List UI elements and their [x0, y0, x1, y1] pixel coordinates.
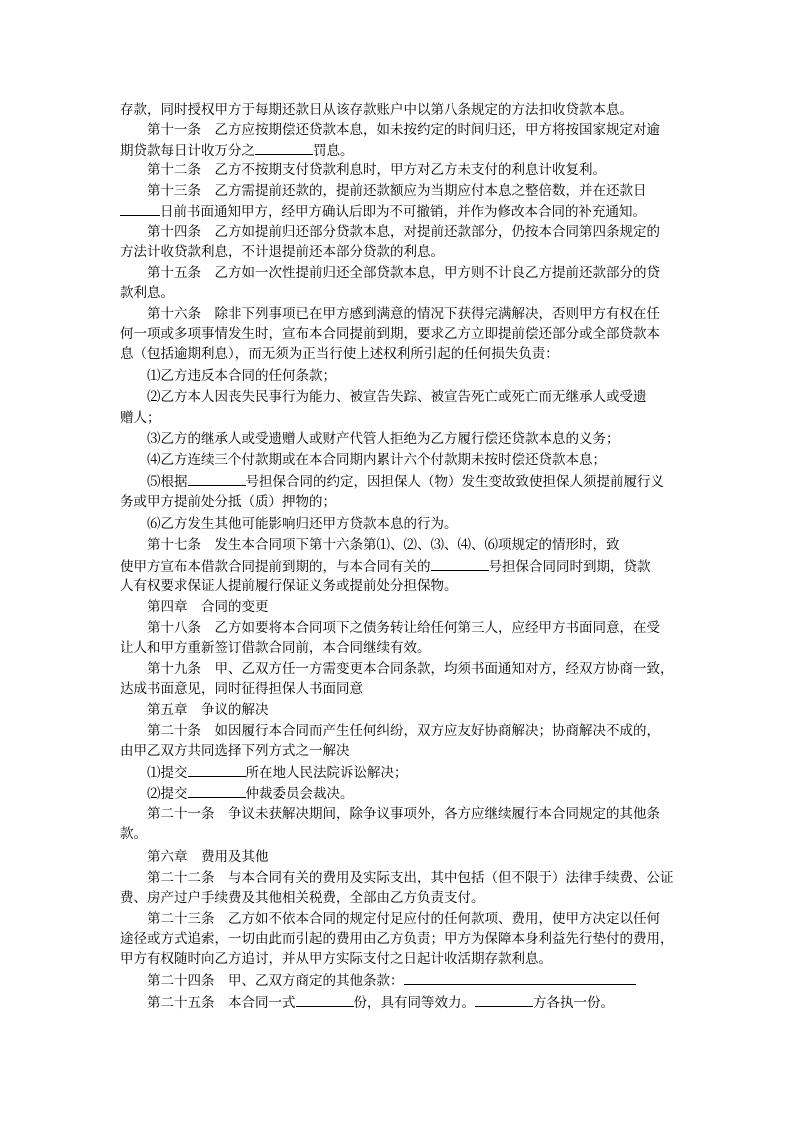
article-22-line-2: 费、房产过户手续费及其他相关税费，全部由乙方负责支付。 [120, 890, 485, 906]
article-14-line-1: 第十四条 乙方如提前归还部分贷款本息，对提前还款部分，仍按本合同第四条规定的 [147, 224, 660, 240]
text-segment: ⑸根据 [147, 474, 188, 490]
text-segment: 第二十五条 本合同一式 [147, 995, 296, 1011]
article-22-line-1: 第二十二条 与本合同有关的费用及实际支出，其中包括（但不限于）法律手续费、公证 [147, 870, 674, 886]
text-segment: 所在地人民法院诉讼解决； [245, 765, 408, 781]
text-segment: ⑵提交 [147, 786, 188, 802]
article-20-line-1: 第二十条 如因履行本合同而产生任何纠纷，双方应友好协商解决；协商解决不成的， [147, 723, 660, 739]
article-24-line [147, 972, 636, 988]
article-21-line-1: 第二十一条 争议未获解决期间，除争议事项外，各方应继续履行本合同规定的其他条 [147, 806, 660, 822]
article-17-line-3: 人有权要求保证人提前履行保证义务或提前处分担保物。 [120, 578, 458, 594]
chapter-5-heading: 第五章 争议的解决 [147, 702, 269, 718]
article-13-line-1: 第十三条 乙方需提前还款的，提前还款额应为当期应付本息之整倍数，并在还款日 [147, 183, 647, 199]
article-23-line-3: 甲方有权随时向乙方追讨，并从甲方实际支付之日起计收活期存款利息。 [120, 951, 552, 967]
article-16-item-3: ⑶乙方的继承人或受遗赠人或财产代管人拒绝为乙方履行偿还贷款本息的义务； [147, 431, 620, 447]
article-18-line-2: 让人和甲方重新签订借款合同前，本合同继续有效。 [120, 640, 431, 656]
blank-field [120, 203, 160, 216]
article-17-line-2 [120, 558, 651, 574]
text-segment: 期贷款每日计收万分之 [120, 143, 255, 159]
article-25-line [147, 994, 614, 1010]
text-segment: 日前书面通知甲方，经甲方确认后即为不可撤销，并作为修改本合同的补充通知。 [160, 204, 646, 220]
article-11-line-1: 第十一条 乙方应按期偿还贷款本息，如未按约定的时间归还，甲方将按国家规定对逾 [147, 122, 660, 138]
article-16-line-3: 息（包括逾期利息），而无须为正当行使上述权利所引起的任何损失负责： [120, 346, 559, 362]
article-16-item-2: ⑵乙方本人因丧失民事行为能力、被宣告失踪、被宣告死亡或死亡而无继承人或受遗 [147, 389, 647, 405]
article-20-line-2: 由甲乙双方共同选择下列方式之一解决 [120, 743, 350, 759]
article-20-option-2 [147, 785, 354, 801]
article-16-line-1: 第十六条 除非下列事项已在甲方感到满意的情况下获得完满解决，否则甲方有权在任 [147, 306, 660, 322]
article-23-line-2: 途径或方式追索，一切由此而引起的费用由乙方负责；甲方为保障本身利益先行垫付的费用， [120, 931, 674, 947]
article-16-item-5-cont: 务或甲方提前处分抵（质）押物的； [120, 494, 336, 510]
paragraph-line: 存款，同时授权甲方于每期还款日从该存款账户中以第八条规定的方法扣收贷款本息。 [120, 102, 633, 118]
blank-field [188, 785, 246, 798]
blank-field [255, 142, 313, 155]
text-segment: 第二十四条 甲、乙双方商定的其他条款： [147, 973, 404, 989]
article-16-item-1: ⑴乙方违反本合同的任何条款； [147, 368, 336, 384]
article-11-line-2 [120, 142, 354, 158]
text-segment: 仲裁委员会裁决。 [245, 786, 354, 802]
article-20-option-1 [147, 764, 408, 780]
article-15-line-1: 第十五条 乙方如一次性提前归还全部贷款本息，甲方则不计良乙方提前还款部分的贷 [147, 265, 660, 281]
blank-field [188, 473, 246, 486]
blank-field [475, 994, 533, 1007]
article-21-line-2: 款。 [120, 826, 147, 842]
blank-field [296, 994, 354, 1007]
blank-field [431, 558, 489, 571]
text-segment: ⑴提交 [147, 765, 188, 781]
article-17-line-1: 第十七条 发生本合同项下第十六条第⑴、⑵、⑶、⑷、⑹项规定的情形时，致 [147, 537, 620, 553]
article-12-line: 第十二条 乙方不按期支付贷款利息时，甲方对乙方未支付的利息计收复利。 [147, 162, 606, 178]
article-19-line-1: 第十九条 甲、乙双方任一方需变更本合同条款，均须书面通知对方，经双方协商一致， [147, 661, 674, 677]
blank-field [188, 764, 246, 777]
text-segment: 使甲方宣布本借款合同提前到期的，与本合同有关的 [120, 559, 431, 575]
article-19-line-2: 达成书面意见，同时征得担保人书面同意 [120, 681, 363, 697]
text-segment: 号担保合同的约定，因担保人（物）发生变故致使担保人须提前履行义 [245, 474, 664, 490]
text-segment: 罚息。 [313, 143, 354, 159]
chapter-4-heading: 第四章 合同的变更 [147, 599, 269, 615]
chapter-6-heading: 第六章 费用及其他 [147, 849, 269, 865]
article-16-item-4: ⑷乙方连续三个付款期或在本合同期内累计六个付款期未按时偿还贷款本息； [147, 452, 606, 468]
text-segment: 方各执一份。 [533, 995, 614, 1011]
text-segment: 号担保合同同时到期，贷款 [488, 559, 651, 575]
blank-field [404, 972, 636, 985]
article-23-line-1: 第二十三条 乙方如不依本合同的规定付足应付的任何款项、费用，使甲方决定以任何 [147, 911, 660, 927]
article-16-item-5 [147, 473, 664, 489]
article-16-item-6: ⑹乙方发生其他可能影响归还甲方贷款本息的行为。 [147, 516, 458, 532]
article-16-item-2-cont: 赠人； [120, 410, 161, 426]
article-14-line-2: 方法计收贷款利息，不计退提前还本部分贷款的利息。 [120, 244, 444, 260]
article-15-line-2: 款利息。 [120, 285, 174, 301]
article-18-line-1: 第十八条 乙方如要将本合同项下之债务转让给任何第三人，应经甲方书面同意，在受 [147, 620, 660, 636]
article-13-line-2 [120, 203, 646, 219]
article-16-line-2: 何一项或多项事情发生时，宣布本合同提前到期，要求乙方立即提前偿还部分或全部贷款本 [120, 326, 660, 342]
text-segment: 份，具有同等效力。 [353, 995, 475, 1011]
